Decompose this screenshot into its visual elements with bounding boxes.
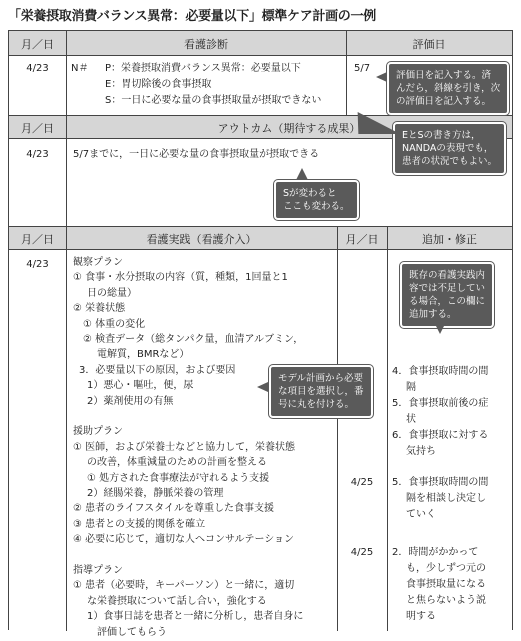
entry-line: 5．食事摂取前後の症 bbox=[392, 398, 489, 409]
practice-line: 評価してもらう bbox=[97, 626, 167, 638]
callout-model-tail bbox=[257, 382, 268, 392]
header-diagnosis: 看護診断 bbox=[184, 38, 228, 51]
entry-line: 5．食事摂取時間の間 bbox=[392, 477, 489, 488]
practice-line: の改善，体重減量のための計画を整える bbox=[87, 457, 267, 469]
entry-line: ていく bbox=[406, 509, 436, 520]
diagnosis-label: N＃ bbox=[71, 63, 89, 74]
diagnosis-date: 4/23 bbox=[26, 63, 49, 74]
callout-eval-date: 評価日を記入する。済 んだら，斜線を引き，次 の評価日を記入する。 bbox=[387, 62, 509, 115]
header-date-3: 月／日 bbox=[21, 233, 54, 246]
header-date-4: 月／日 bbox=[345, 233, 379, 246]
practice-line: 1）悪心・嘔吐，便，尿 bbox=[87, 380, 194, 392]
practice-line: ③ 患者との支援的関係を確立 bbox=[73, 518, 206, 530]
practice-line: 援助プラン bbox=[73, 426, 123, 438]
entry-date-2: 4/25 bbox=[350, 477, 374, 488]
entry-line: 気持ち bbox=[406, 446, 436, 457]
callout-existing: 既存の看護実践内 容では不足してい る場合，この欄に 追加する。 bbox=[400, 262, 494, 328]
practice-line: ① 処方された食事療法が守れるよう支援 bbox=[87, 472, 270, 484]
callout-s-change: Sが変わると ここも変わる。 bbox=[274, 180, 359, 220]
diagnosis-p: P：栄養摂取消費バランス異常：必要量以下 bbox=[105, 63, 301, 74]
entry-line: 4．食事摂取時間の間 bbox=[392, 366, 489, 377]
practice-line: 観察プラン bbox=[73, 257, 123, 268]
page-title: 「栄養摂取消費バランス異常：必要量以下」標準ケア計画の一例 bbox=[8, 9, 376, 24]
callout-s-change-tail bbox=[296, 168, 308, 180]
practice-line: ② 検査データ（総タンパク量，血清アルブミン， bbox=[83, 334, 304, 345]
header-add-modify: 追加・修正 bbox=[422, 233, 477, 246]
entry-line: 食事摂取量になる bbox=[406, 579, 486, 590]
practice-line: ① 患者（必要時，キーパーソン）と一緒に，適切 bbox=[73, 580, 295, 592]
practice-line: 日の総量） bbox=[87, 287, 137, 299]
header-practice: 看護実践（看護介入） bbox=[146, 233, 257, 246]
practice-line: 1）食事日誌を患者と一緒に分析し，患者自身に bbox=[87, 611, 304, 623]
entry-line: 隔 bbox=[406, 382, 416, 393]
practice-line: 指導プラン bbox=[73, 565, 123, 576]
header-eval-date: 評価日 bbox=[412, 38, 446, 51]
practice-date: 4/23 bbox=[26, 259, 49, 270]
entry-line: 明する bbox=[406, 611, 436, 622]
practice-line: 電解質，BMRなど） bbox=[97, 349, 190, 361]
practice-line: 2）経腸栄養，静脈栄養の管理 bbox=[87, 488, 224, 499]
practice-line: ① 医師，および栄養士などと協力して，栄養状態 bbox=[73, 441, 295, 453]
outcome-date: 4/23 bbox=[26, 149, 49, 160]
practice-line: ② 栄養状態 bbox=[73, 303, 126, 315]
callout-es-format: EとSの書き方は， NANDAの表現でも， 患者の状況でもよい。 bbox=[393, 122, 506, 175]
entry-line: 状 bbox=[406, 414, 416, 425]
callout-model-plan: モデル計画から必要 な項目を選択し，番 号に丸を付ける。 bbox=[269, 365, 373, 418]
entry-line: 6．食事摂取に対する bbox=[392, 430, 489, 441]
outcome-text: 5/7までに，一日に必要な量の食事摂取量が摂取できる bbox=[73, 149, 320, 160]
callout-existing-tail bbox=[434, 322, 446, 334]
entry-line: 隔を相談し決定し bbox=[406, 493, 486, 504]
practice-line: 2）薬剤使用の有無 bbox=[87, 395, 174, 407]
practice-line: な栄養摂取について話し合い，強化する bbox=[87, 595, 267, 607]
diagnosis-s: S：一日に必要な量の食事摂取量が摂取できない bbox=[105, 95, 322, 106]
entry-line: も，少しずつ元の bbox=[406, 563, 486, 574]
callout-eval-tail bbox=[376, 72, 387, 82]
practice-line: 3．必要量以下の原因，および要因 bbox=[79, 364, 236, 376]
practice-line: ② 患者のライフスタイルを尊重した食事支援 bbox=[73, 503, 274, 515]
header-outcome: アウトカム（期待する成果） bbox=[217, 122, 361, 135]
practice-line: ④ 必要に応じて，適切な人へコンサルテーション bbox=[73, 534, 295, 546]
entry-date-3: 4/25 bbox=[350, 547, 374, 558]
practice-line: ① 食事・水分摂取の内容（質，種類，1回量と1 bbox=[73, 272, 288, 284]
eval-date: 5/7 bbox=[354, 63, 371, 74]
header-date: 月／日 bbox=[21, 38, 54, 51]
practice-line: ① 体重の変化 bbox=[83, 318, 146, 330]
diagnosis-e: E：胃切除後の食事摂取 bbox=[105, 79, 212, 90]
entry-line: と焦らないよう説 bbox=[406, 595, 486, 606]
header-date-2: 月／日 bbox=[21, 122, 54, 135]
entry-line: 2．時間がかかって bbox=[392, 547, 479, 558]
